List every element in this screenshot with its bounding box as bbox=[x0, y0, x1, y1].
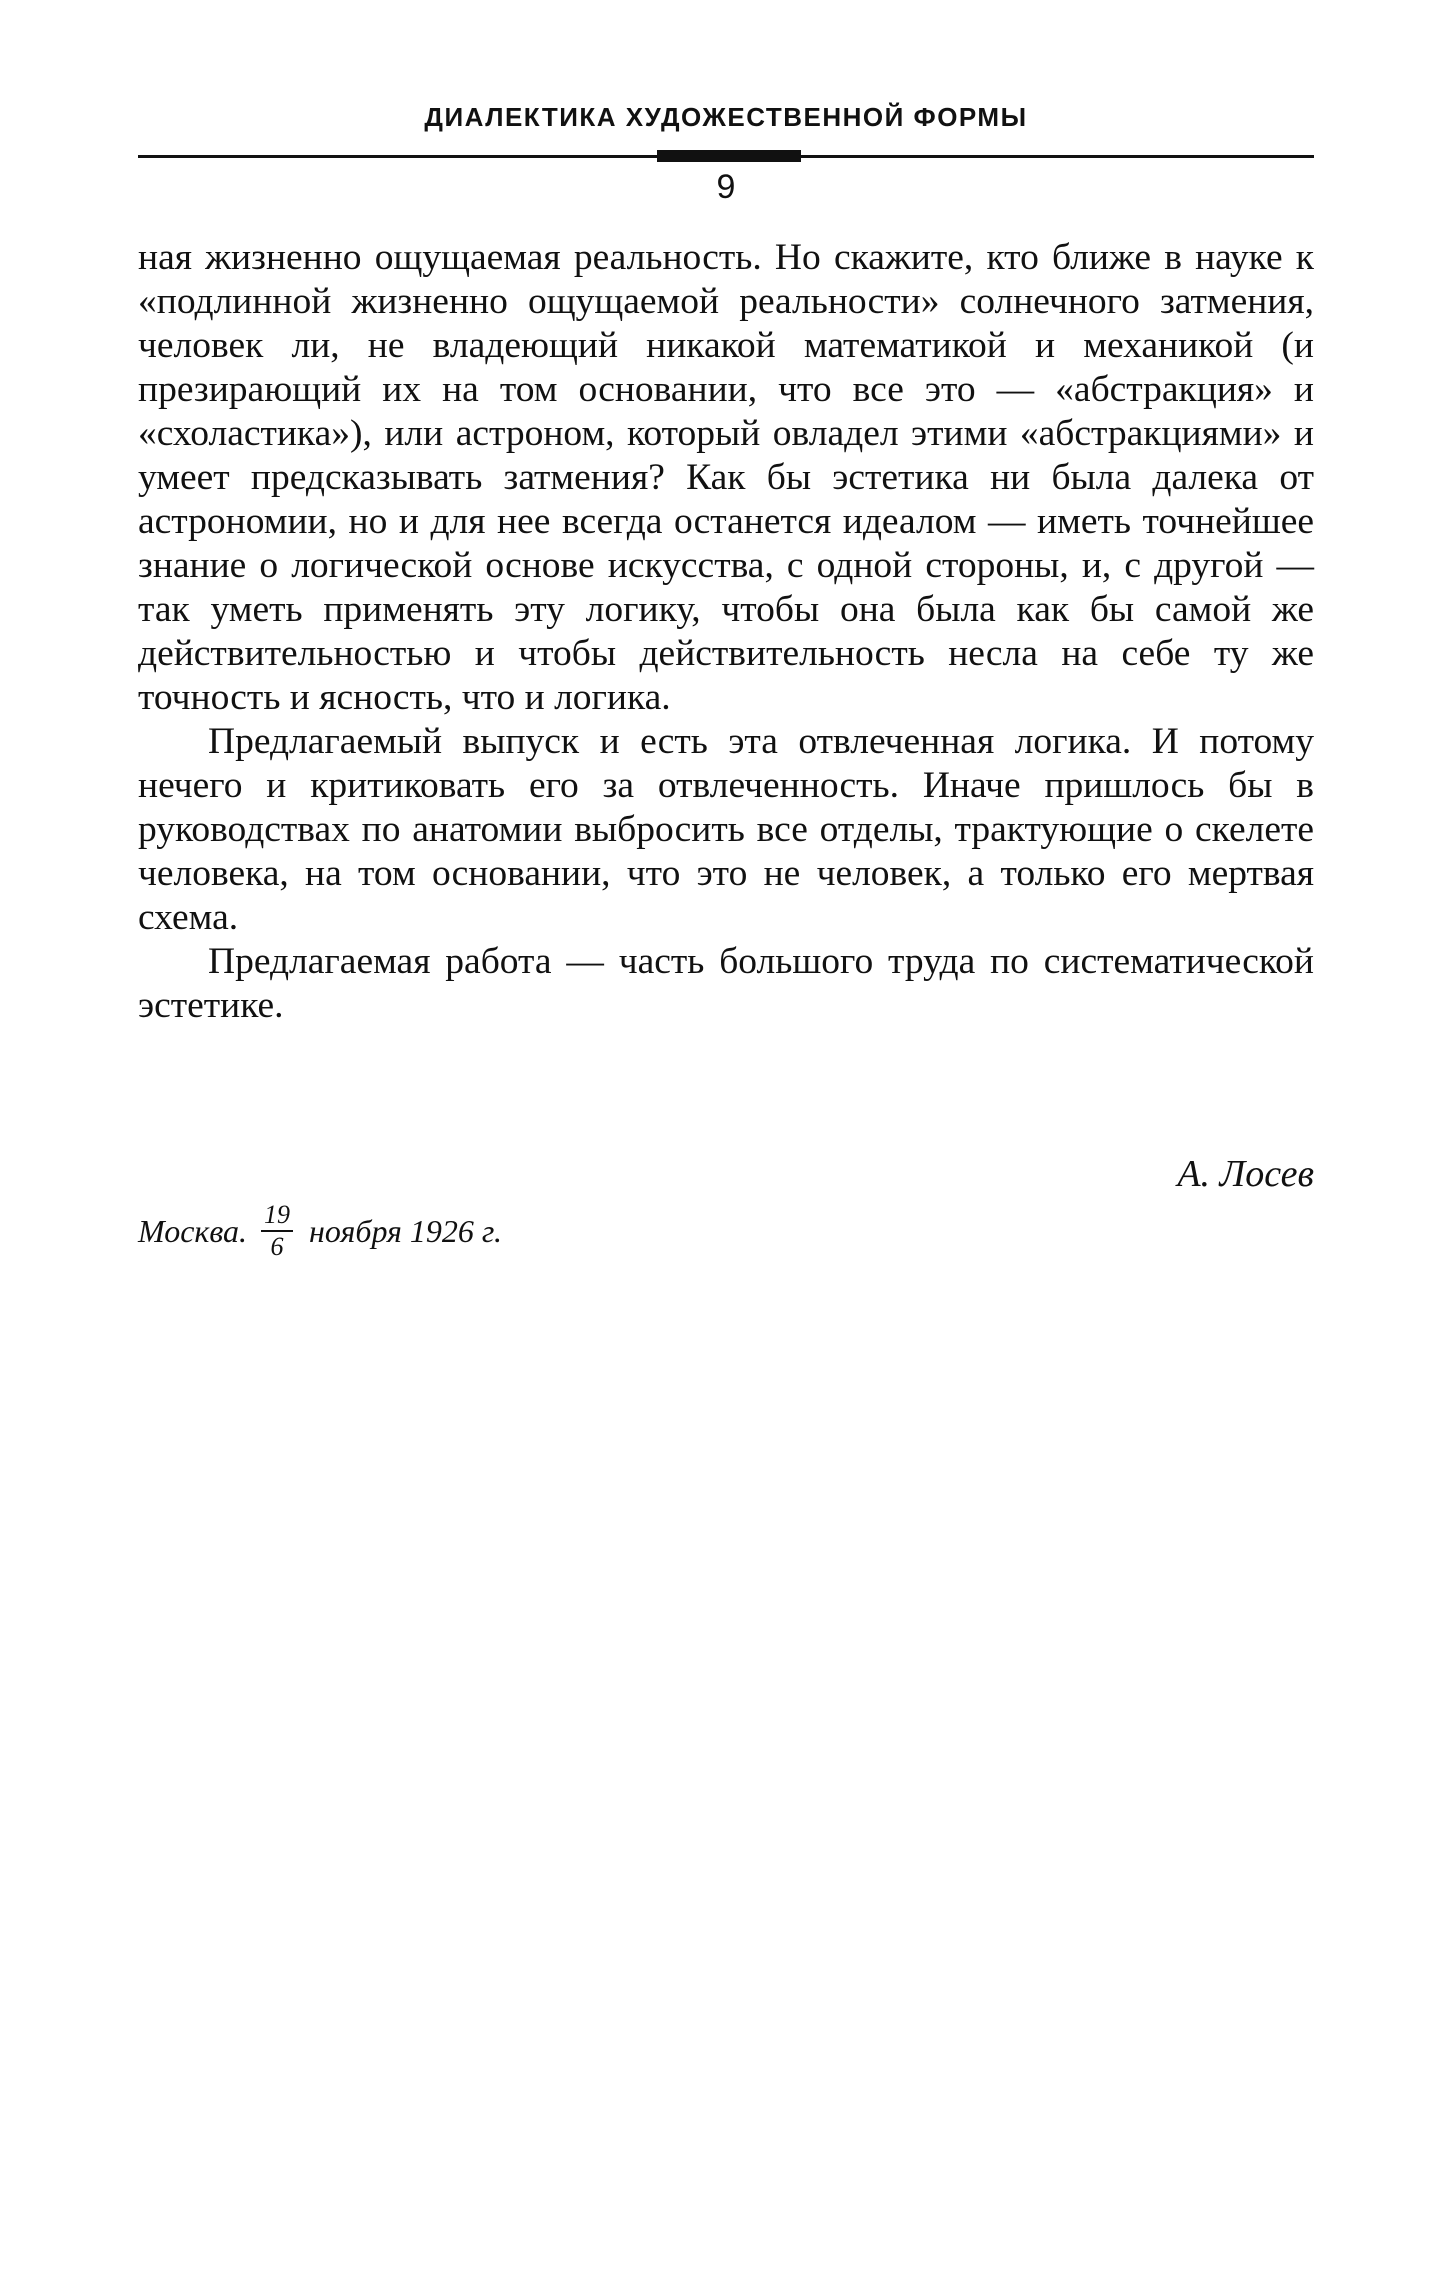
header-rule-tab bbox=[657, 150, 801, 162]
page-number: 9 bbox=[716, 168, 736, 206]
header-rule bbox=[138, 150, 1314, 162]
paragraph-continuation: ная жизненно ощущаемая реальность. Но скажите, кто ближе в науке к «подлинной жизненно ощущаемой реальности» солнечного затмения, человек ли, не владеющий никакой математикой и механикой (и презирающий их на том основании, что все это — «абстракция» и «схоластика»), или астроном, который овладел этими «абстракциями» и умеет предсказывать затмения? Как бы эстетика ни была далека от астрономии, но и для нее всегда останется идеалом — иметь точнейшее знание о логической основе искусства, с одной стороны, и, с другой — так уметь применять эту логику, чтобы она была как бы самой же действительностью и чтобы действительность несла на себе ту же точность и ясность, что и логика. bbox=[138, 237, 1314, 718]
dateline bbox=[138, 1202, 502, 1260]
body-text bbox=[138, 236, 1314, 1028]
paragraph-systematic-aesthetics: Предлагаемая работа — часть большого труда по систематической эстетике. bbox=[138, 941, 1314, 1026]
paragraph-abstract-logic: Предлагаемый выпуск и есть эта отвлеченная логика. И потому нечего и критиковать его за отвлеченность. Иначе пришлось бы в руководствах по анатомии выбросить все отделы, трактующие о скелете человека, на том основании, что это не человек, а только его мертвая схема. bbox=[138, 721, 1314, 938]
date-fraction-denominator: 6 bbox=[270, 1232, 284, 1261]
date-fraction bbox=[261, 1202, 293, 1260]
dateline-place: Москва. bbox=[138, 1212, 248, 1249]
running-title: ДИАЛЕКТИКА ХУДОЖЕСТВЕННОЙ ФОРМЫ bbox=[424, 102, 1028, 132]
dateline-month-year: ноября 1926 г. bbox=[309, 1212, 502, 1249]
date-fraction-numerator: 19 bbox=[261, 1202, 293, 1232]
author-signature: А. Лосев bbox=[1177, 1153, 1314, 1195]
